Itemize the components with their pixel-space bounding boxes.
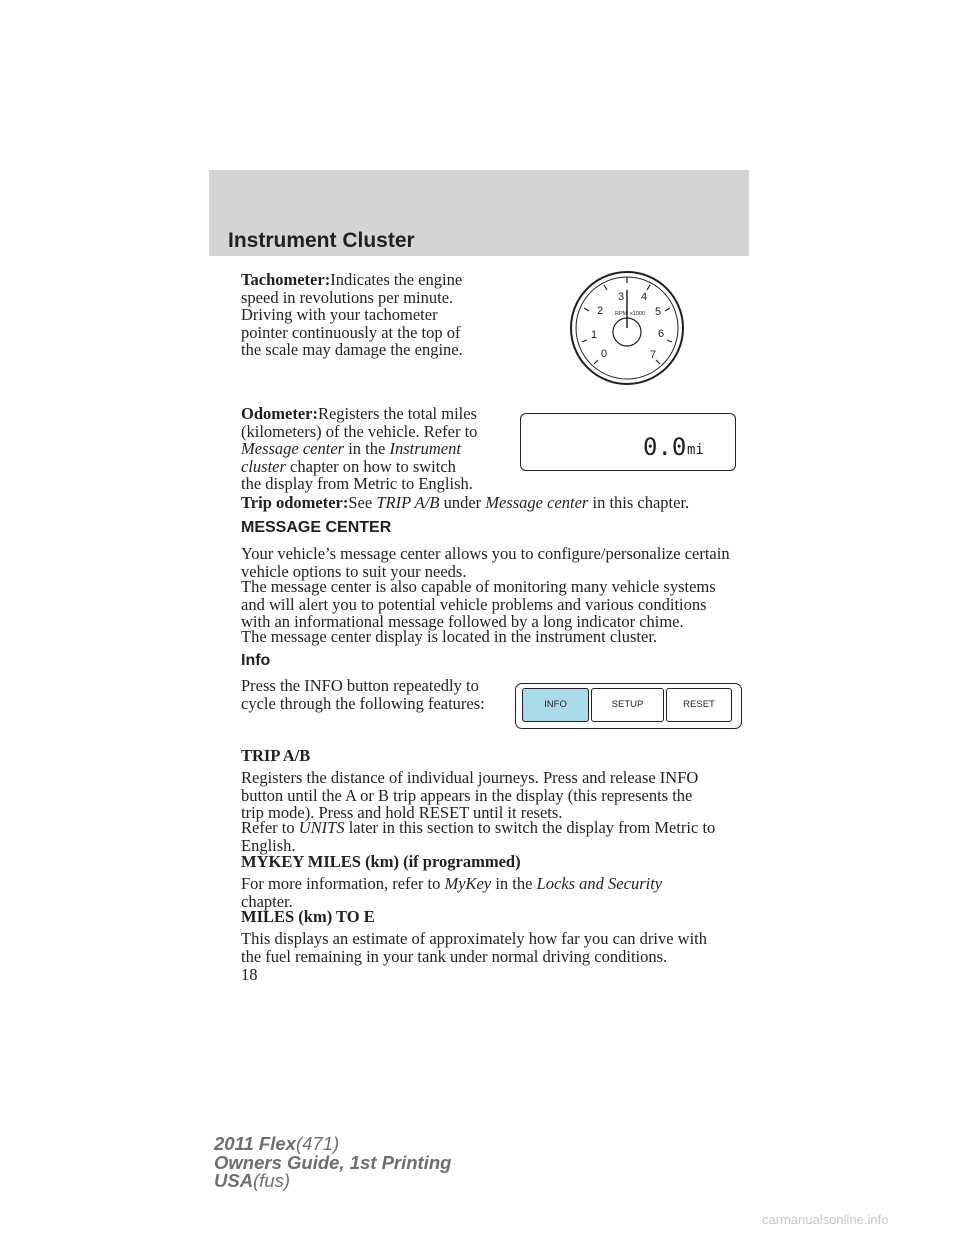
odometer-term: Odometer: — [241, 404, 318, 423]
tachometer-line: pointer continuously at the top of — [241, 322, 461, 342]
message-center-para: Your vehicle’s message center allows you to configure/personalize certain vehicle options to suit your needs. — [241, 544, 730, 581]
gauge-tick-label: 1 — [590, 329, 598, 341]
message-center-para: The message center display is located in the instrument cluster. — [241, 627, 658, 646]
page-number: 18 — [241, 965, 258, 984]
message-center-heading: MESSAGE CENTER — [241, 519, 392, 536]
page-title: Instrument Cluster — [228, 229, 415, 252]
odometer-para: Odometer:Registers the total miles (kilometers) of the vehicle. Refer to Message center in the Instrument cluster chapter on how to switch the display from Metric to English. — [241, 404, 478, 494]
tachometer-gauge-illustration — [567, 268, 687, 388]
gauge-tick-label: 2 — [596, 305, 604, 317]
reset-button: RESET — [666, 688, 732, 722]
gauge-x1000-label: x1000 — [630, 311, 645, 317]
tachometer-para — [241, 271, 463, 359]
trip-odometer-para: Trip odometer:See TRIP A/B under Message center in this chapter. — [241, 493, 690, 512]
mykey-heading: MYKEY MILES (km) (if programmed) — [241, 852, 521, 871]
gauge-rpm-label: RPM — [615, 311, 628, 317]
tachometer-line: the scale may damage the engine. — [241, 340, 463, 360]
setup-button: SETUP — [591, 688, 664, 722]
trip-ab-heading: TRIP A/B — [241, 746, 311, 765]
gauge-tick-label: 5 — [654, 306, 662, 318]
miles-to-e-heading: MILES (km) TO E — [241, 907, 375, 926]
info-para: Press the INFO button repeatedly to cycle through the following features: — [241, 676, 485, 713]
watermark: carmanualsonline.info — [762, 1212, 889, 1227]
mykey-para: For more information, refer to MyKey in the Locks and Security chapter. — [241, 874, 663, 911]
trip-ab-para: Registers the distance of individual journeys. Press and release INFO button until the A or B trip appears in the display (this represents the trip mode). Press and hold RESET until it resets. — [241, 768, 699, 823]
tachometer-line: speed in revolutions per minute. — [241, 287, 454, 307]
gauge-tick-label: 4 — [640, 291, 648, 303]
print-footer: 2011 Flex(471) Owners Guide, 1st Printing USA(fus) — [214, 1133, 452, 1191]
message-center-para: The message center is also capable of monitoring many vehicle systems and will alert you to potential vehicle problems and various conditions with an informational message followed by a long indicator chime. — [241, 577, 716, 632]
message-center-buttons-illustration — [515, 683, 742, 729]
tachometer-line: Indicates the engine — [330, 270, 463, 289]
gauge-tick-label: 6 — [657, 328, 665, 340]
odometer-unit: mi — [687, 442, 704, 458]
odometer-value: 0.0 — [643, 433, 687, 461]
info-button: INFO — [522, 688, 589, 722]
trip-ab-refer-para: Refer to UNITS later in this section to switch the display from Metric to English. — [241, 818, 716, 855]
tachometer-term: Tachometer: — [241, 270, 331, 289]
gauge-tick-label: 3 — [617, 291, 625, 303]
tachometer-line: Driving with your tachometer — [241, 305, 438, 325]
gauge-tick-label: 7 — [649, 349, 657, 361]
info-heading: Info — [241, 652, 271, 669]
odometer-display-illustration — [520, 413, 736, 471]
miles-to-e-para: This displays an estimate of approximately how far you can drive with the fuel remaining in your tank under normal driving conditions. — [241, 929, 708, 966]
gauge-tick-label: 0 — [600, 348, 608, 360]
